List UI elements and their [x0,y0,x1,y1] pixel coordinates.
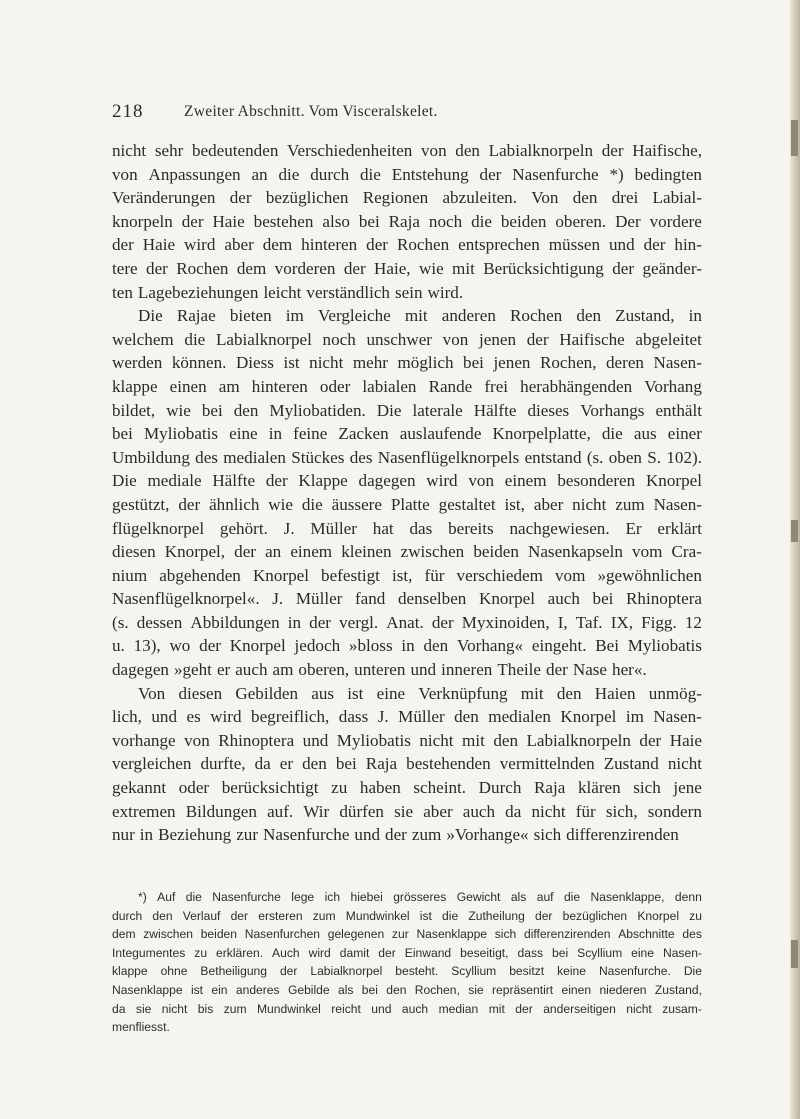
text-line: lich, und es wird begreiflich, dass J. Müller den medialen Knorpel im Nasen- [112,707,702,727]
text-line: gekannt oder berücksichtigt zu haben scheint. Durch Raja klären sich jene [112,778,702,798]
page-header [112,101,692,123]
edge-mark [791,940,798,968]
text-line: diesen Knorpel, der an einem kleinen zwischen beiden Nasenkapseln vom Cra- [112,542,702,562]
text-line: bei Myliobatis eine in feine Zacken auslaufende Knorpelplatte, die aus einer [112,424,702,444]
text-line: Von diesen Gebilden aus ist eine Verknüpfung mit den Haien unmög- [138,683,702,703]
text-line: nium abgehenden Knorpel befestigt ist, für verschiedem vom »gewöhnlichen [112,565,702,585]
footnote [112,888,702,1037]
text-line: werden können. Diess ist nicht mehr möglich bei jenen Rochen, deren Nasen- [112,353,702,373]
text-line: von Anpassungen an die durch die Entstehung der Nasenfurche *) bedingten [112,164,702,184]
running-head: Zweiter Abschnitt. Vom Visceralskelet. [184,103,438,120]
text-line: Die Rajae bieten im Vergleiche mit anderen Rochen den Zustand, in [138,306,702,326]
text-line: Veränderungen der bezüglichen Regionen abzuleiten. Von den drei Labial- [112,188,702,208]
text-line: Nasenflügelknorpel«. J. Müller fand denselben Knorpel auch bei Rhinoptera [112,589,702,609]
text-line: tere der Rochen dem vorderen der Haie, wie mit Berücksichtigung der geänder- [112,258,702,278]
text-line: (s. dessen Abbildungen in der vergl. Anat. der Myxinoiden, I, Taf. IX, Figg. 12 [112,612,702,632]
text-line: Die mediale Hälfte der Klappe dagegen wird von einem besonderen Knorpel [112,471,702,491]
footnote-line: *) Auf die Nasenfurche lege ich hiebei grösseres Gewicht als auf die Nasenklappe, denn [138,890,702,904]
text-line: extremen Bildungen auf. Wir dürfen sie aber auch da nicht für sich, sondern [112,801,702,821]
text-line: vergleichen durfte, da er den bei Raja bestehenden vermittelnden Zustand nicht [112,754,702,774]
edge-mark [791,520,798,542]
text-line: der Haie wird aber dem hinteren der Rochen entsprechen müssen und der hin- [112,235,702,255]
text-line: welchem die Labialknorpel noch unschwer von jenen der Haifische abgeleitet [112,329,702,349]
footnote-line: da sie nicht bis zum Mundwinkel reicht und auch median mit der anderseitigen nicht zusam- [112,1001,702,1016]
text-line: gestützt, der ähnlich wie die äussere Platte gestaltet ist, aber nicht zum Nasen- [112,494,702,514]
footnote-line: dem zwischen beiden Nasenfurchen gelegenen zur Nasenklappe sich differenzirenden Abschnitte des [112,927,702,942]
page-number: 218 [112,101,144,122]
text-line: flügelknorpel gehört. J. Müller hat das bereits nachgewiesen. Er erklärt [112,518,702,538]
text-line: knorpeln der Haie bestehen also bei Raja noch die beiden oberen. Der vordere [112,211,702,231]
main-text [112,139,702,847]
text-line: nur in Beziehung zur Nasenfurche und der zum »Vorhange« sich differenzirenden [112,825,679,845]
footnote-line: Integumentes zu erklären. Auch wird damit der Einwand beseitigt, dass bei Scyllium eine Nasen- [112,945,702,960]
text-line: u. 13), wo der Knorpel jedoch »bloss in den Vorhang« eingeht. Bei Myliobatis [112,636,702,656]
text-line: klappe einen am hinteren oder labialen Rande frei herabhängenden Vorhang [112,376,702,396]
text-line: nicht sehr bedeutenden Verschiedenheiten von den Labialknorpeln der Haifische, [112,141,702,160]
footnote-line: Nasenklappe ist ein anderes Gebilde als bei den Rochen, sie repräsentirt einen niederen Zustand, [112,982,702,997]
page-edge-shadow [790,0,800,1119]
text-line: Umbildung des medialen Stückes des Nasenflügelknorpels entstand (s. oben S. 102). [112,447,702,467]
text-line: dagegen »geht er auch am oberen, unteren und inneren Theile der Nase her«. [112,660,647,680]
edge-mark [791,120,798,156]
footnote-line: klappe ohne Betheiligung der Labialknorpel besteht. Scyllium besitzt keine Nasenfurche. Die [112,964,702,979]
text-line: bildet, wie bei den Myliobatiden. Die laterale Hälfte dieses Vorhangs enthält [112,400,702,420]
footnote-line: menfliesst. [112,1020,170,1035]
footnote-line: durch den Verlauf der ersteren zum Mundwinkel ist die Zutheilung der bezüglichen Knorpel zu [112,908,702,923]
text-line: ten Lagebeziehungen leicht verständlich sein wird. [112,282,464,302]
text-line: vorhange von Rhinoptera und Myliobatis nicht mit den Labialknorpeln der Haie [112,730,702,750]
